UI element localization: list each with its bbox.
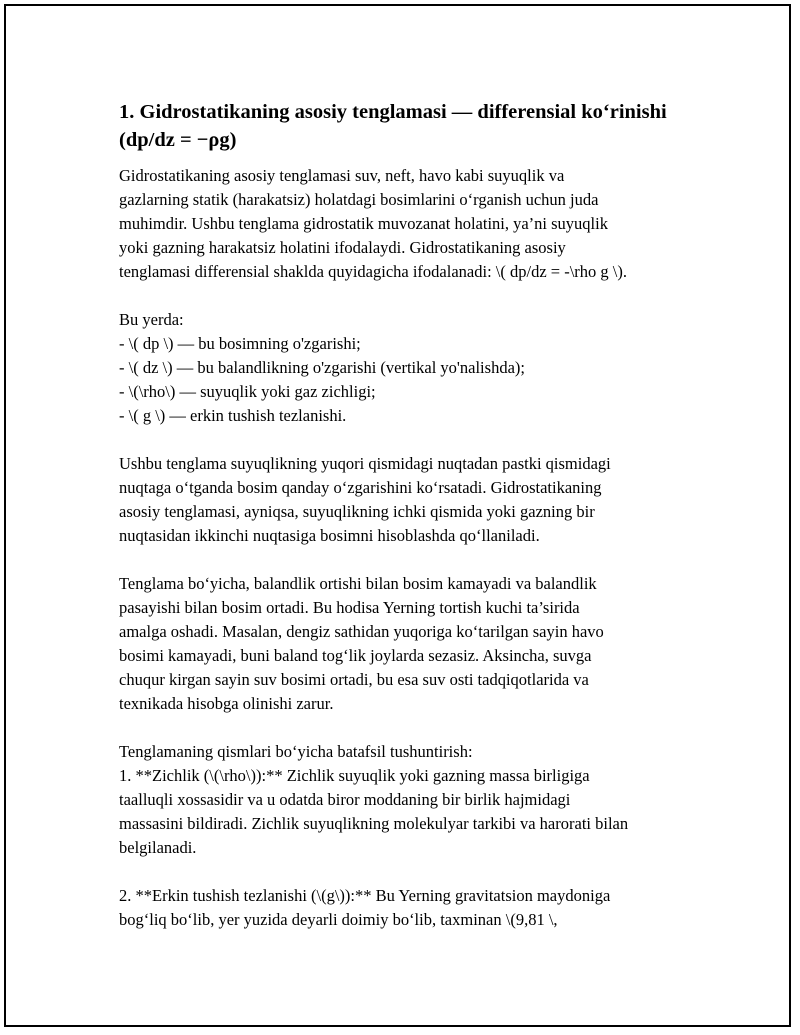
list-item: - \( dz \) — bu balandlikning o'zgarishi (vertikal yo'nalishda); <box>119 358 525 377</box>
text-line: massasini bildiradi. Zichlik suyuqlikning molekulyar tarkibi va harorati bilan <box>119 814 629 833</box>
paragraph-gap <box>119 860 709 884</box>
list-item: - \( dp \) — bu bosimning o'zgarishi; <box>119 334 361 353</box>
paragraph-pressure <box>119 572 709 716</box>
text-line: nuqtasidan ikkinchi nuqtasiga bosimni hisoblashda qo‘llaniladi. <box>119 526 540 545</box>
list-item: - \( g \) — erkin tushish tezlanishi. <box>119 406 347 425</box>
text-line: chuqur kirgan sayin suv bosimi ortadi, bu esa suv osti tadqiqotlarida va <box>119 670 589 689</box>
text-line: texnikada hisobga olinishi zarur. <box>119 694 334 713</box>
list-item: - \(\rho\) — suyuqlik yoki gaz zichligi; <box>119 382 376 401</box>
text-line: pasayishi bilan bosim ortadi. Bu hodisa Yerning tortish kuchi ta’sirida <box>119 598 580 617</box>
document-content <box>119 98 709 932</box>
paragraph-definitions <box>119 308 709 428</box>
text-line: amalga oshadi. Masalan, dengiz sathidan yuqoriga ko‘tarilgan sayin havo <box>119 622 604 641</box>
text-line: gazlarning statik (harakatsiz) holatdagi bosimlarini o‘rganish uchun juda <box>119 190 599 209</box>
paragraph-explanation <box>119 452 709 548</box>
paragraph-gap <box>119 548 709 572</box>
document-title <box>119 98 709 154</box>
text-line: bosimi kamayadi, buni baland tog‘lik joylarda sezasiz. Aksincha, suvga <box>119 646 592 665</box>
text-line: muhimdir. Ushbu tenglama gidrostatik muvozanat holatini, ya’ni suyuqlik <box>119 214 608 233</box>
paragraph-parts-density <box>119 740 709 860</box>
paragraph-parts-gravity <box>119 884 709 932</box>
text-line: Ushbu tenglama suyuqlikning yuqori qismidagi nuqtadan pastki qismidagi <box>119 454 611 473</box>
paragraph-gap <box>119 284 709 308</box>
title-line: 1. Gidrostatikaning asosiy tenglamasi — differensial ko‘rinishi <box>119 101 667 123</box>
text-line: Bu yerda: <box>119 310 184 329</box>
text-line: Gidrostatikaning asosiy tenglamasi suv, neft, havo kabi suyuqlik va <box>119 166 565 185</box>
text-line: Tenglama bo‘yicha, balandlik ortishi bilan bosim kamayadi va balandlik <box>119 574 597 593</box>
text-line: taalluqli xossasidir va u odatda biror moddaning bir birlik hajmidagi <box>119 790 571 809</box>
paragraph-gap <box>119 428 709 452</box>
text-line: 1. **Zichlik (\(\rho\)):** Zichlik suyuqlik yoki gazning massa birligiga <box>119 766 590 785</box>
paragraph-gap <box>119 716 709 740</box>
text-line: yoki gazning harakatsiz holatini ifodalaydi. Gidrostatikaning asosiy <box>119 238 566 257</box>
text-line: tenglamasi differensial shaklda quyidagicha ifodalanadi: \( dp/dz = -\rho g \). <box>119 262 627 281</box>
text-line: 2. **Erkin tushish tezlanishi (\(g\)):** Bu Yerning gravitatsion maydoniga <box>119 886 611 905</box>
document-page <box>4 4 791 1027</box>
text-line: belgilanadi. <box>119 838 197 857</box>
text-line: bog‘liq bo‘lib, yer yuzida deyarli doimiy bo‘lib, taxminan \(9,81 \, <box>119 910 558 929</box>
paragraph-intro <box>119 164 709 284</box>
text-line: asosiy tenglamasi, ayniqsa, suyuqlikning ichki qismida yoki gazning bir <box>119 502 595 521</box>
text-line: Tenglamaning qismlari bo‘yicha batafsil tushuntirish: <box>119 742 473 761</box>
text-line: nuqtaga o‘tganda bosim qanday o‘zgarishini ko‘rsatadi. Gidrostatikaning <box>119 478 602 497</box>
title-line: (dp/dz = −ρg) <box>119 129 237 151</box>
